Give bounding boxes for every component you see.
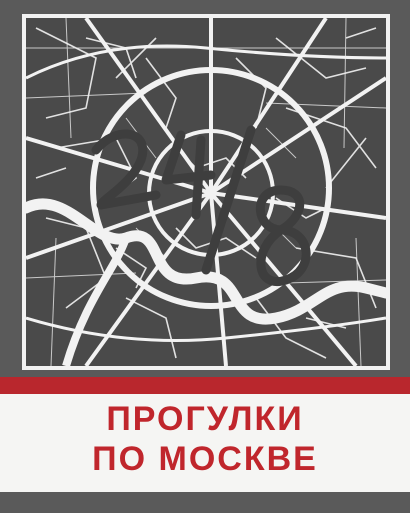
handwritten-24-8-logo xyxy=(86,120,336,320)
bottom-strip xyxy=(0,492,410,513)
title-line-1: ПРОГУЛКИ xyxy=(106,400,304,438)
title-line-2: ПО МОСКВЕ xyxy=(92,440,318,478)
handwritten-logo-icon xyxy=(86,120,336,320)
